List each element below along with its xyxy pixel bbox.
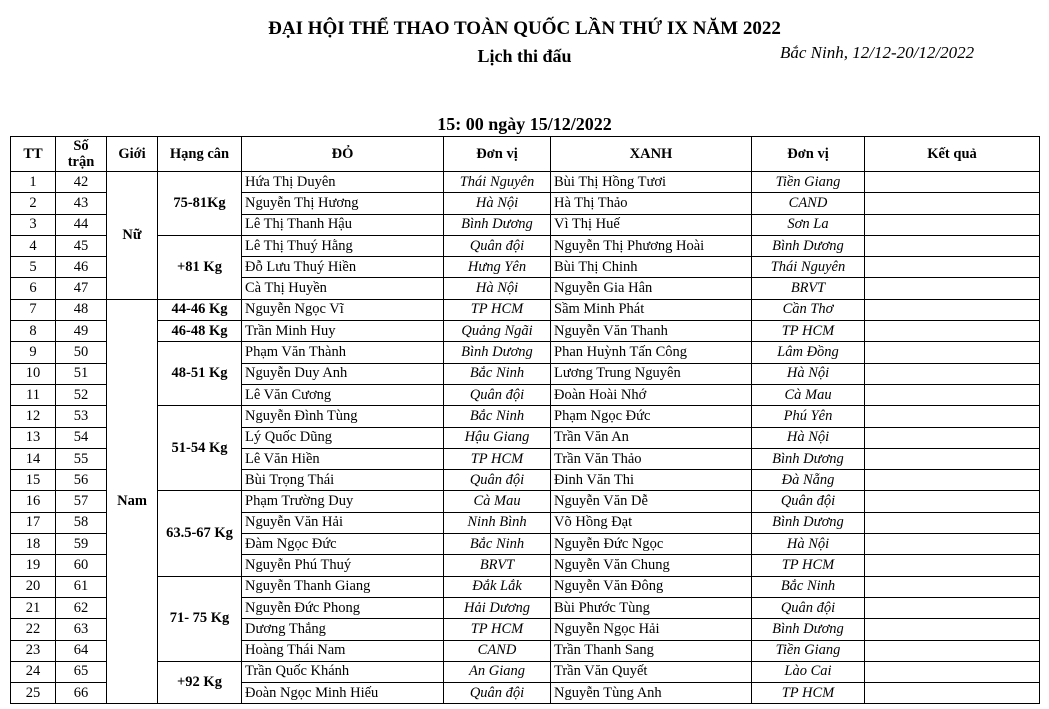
red-athlete: Lý Quốc Dũng — [242, 427, 444, 448]
blue-athlete: Đoàn Hoài Nhớ — [551, 384, 752, 405]
result-cell — [865, 278, 1040, 299]
blue-athlete: Nguyễn Thị Phương Hoài — [551, 235, 752, 256]
red-unit: Đắk Lắk — [444, 576, 551, 597]
result-cell — [865, 683, 1040, 704]
table-row — [11, 235, 1040, 256]
row-number: 13 — [11, 427, 56, 448]
table-row — [11, 661, 1040, 682]
blue-athlete: Phan Huỳnh Tấn Công — [551, 342, 752, 363]
weight-class-cell: +81 Kg — [158, 235, 242, 299]
result-cell — [865, 384, 1040, 405]
red-athlete: Nguyễn Thị Hương — [242, 193, 444, 214]
red-unit: Bắc Ninh — [444, 363, 551, 384]
blue-athlete: Trần Văn An — [551, 427, 752, 448]
blue-unit: Hà Nội — [752, 427, 865, 448]
row-number: 16 — [11, 491, 56, 512]
result-cell — [865, 661, 1040, 682]
result-cell — [865, 363, 1040, 384]
blue-unit: Bình Dương — [752, 235, 865, 256]
match-number: 43 — [56, 193, 107, 214]
row-number: 6 — [11, 278, 56, 299]
row-number: 20 — [11, 576, 56, 597]
blue-unit: Bình Dương — [752, 448, 865, 469]
blue-unit: Lâm Đồng — [752, 342, 865, 363]
blue-athlete: Trần Văn Quyết — [551, 661, 752, 682]
match-number: 58 — [56, 512, 107, 533]
blue-athlete: Nguyễn Văn Dễ — [551, 491, 752, 512]
red-athlete: Nguyễn Đức Phong — [242, 597, 444, 618]
row-number: 3 — [11, 214, 56, 235]
blue-athlete: Nguyễn Văn Đông — [551, 576, 752, 597]
blue-unit: Quân đội — [752, 597, 865, 618]
row-number: 22 — [11, 619, 56, 640]
row-number: 19 — [11, 555, 56, 576]
match-number: 57 — [56, 491, 107, 512]
red-unit: TP HCM — [444, 299, 551, 320]
red-unit: Quân đội — [444, 470, 551, 491]
table-row — [11, 299, 1040, 320]
blue-unit: Hà Nội — [752, 363, 865, 384]
red-athlete: Lê Thị Thanh Hậu — [242, 214, 444, 235]
col-header-weight: Hạng cân — [158, 137, 242, 172]
weight-class-cell: 48-51 Kg — [158, 342, 242, 406]
weight-class-cell: +92 Kg — [158, 661, 242, 704]
row-number: 4 — [11, 235, 56, 256]
blue-unit: Sơn La — [752, 214, 865, 235]
red-athlete: Nguyễn Thanh Giang — [242, 576, 444, 597]
match-number: 44 — [56, 214, 107, 235]
match-number: 46 — [56, 257, 107, 278]
blue-unit: Đà Nẵng — [752, 470, 865, 491]
row-number: 23 — [11, 640, 56, 661]
red-athlete: Hứa Thị Duyên — [242, 172, 444, 193]
schedule-body — [11, 172, 1040, 704]
match-number: 65 — [56, 661, 107, 682]
weight-class-cell: 63.5-67 Kg — [158, 491, 242, 576]
col-header-red-unit: Đơn vị — [444, 137, 551, 172]
match-number: 55 — [56, 448, 107, 469]
red-athlete: Đàm Ngọc Đức — [242, 534, 444, 555]
blue-athlete: Nguyễn Gia Hân — [551, 278, 752, 299]
match-number: 50 — [56, 342, 107, 363]
row-number: 11 — [11, 384, 56, 405]
weight-class-cell: 51-54 Kg — [158, 406, 242, 491]
red-unit: BRVT — [444, 555, 551, 576]
match-number: 62 — [56, 597, 107, 618]
blue-unit: Tiền Giang — [752, 172, 865, 193]
red-unit: Thái Nguyên — [444, 172, 551, 193]
col-header-blue: XANH — [551, 137, 752, 172]
blue-unit: Phú Yên — [752, 406, 865, 427]
blue-athlete: Võ Hồng Đạt — [551, 512, 752, 533]
match-number: 61 — [56, 576, 107, 597]
result-cell — [865, 427, 1040, 448]
red-athlete: Trần Minh Huy — [242, 321, 444, 342]
red-unit: An Giang — [444, 661, 551, 682]
blue-athlete: Bùi Thị Chinh — [551, 257, 752, 278]
red-unit: Ninh Bình — [444, 512, 551, 533]
red-athlete: Hoàng Thái Nam — [242, 640, 444, 661]
result-cell — [865, 321, 1040, 342]
result-cell — [865, 534, 1040, 555]
blue-athlete: Nguyễn Văn Thanh — [551, 321, 752, 342]
row-number: 8 — [11, 321, 56, 342]
red-unit: Quân đội — [444, 683, 551, 704]
blue-unit: Cần Thơ — [752, 299, 865, 320]
location-date: Bắc Ninh, 12/12-20/12/2022 — [780, 43, 975, 62]
red-athlete: Lê Văn Cương — [242, 384, 444, 405]
result-cell — [865, 640, 1040, 661]
red-unit: Hà Nội — [444, 193, 551, 214]
result-cell — [865, 470, 1040, 491]
blue-unit: BRVT — [752, 278, 865, 299]
result-cell — [865, 342, 1040, 363]
row-number: 14 — [11, 448, 56, 469]
blue-unit: Lào Cai — [752, 661, 865, 682]
blue-athlete: Trần Thanh Sang — [551, 640, 752, 661]
result-cell — [865, 555, 1040, 576]
weight-class-cell: 75-81Kg — [158, 172, 242, 236]
weight-class-cell: 44-46 Kg — [158, 299, 242, 320]
red-athlete: Trần Quốc Khánh — [242, 661, 444, 682]
red-unit: TP HCM — [444, 448, 551, 469]
result-cell — [865, 193, 1040, 214]
match-number: 66 — [56, 683, 107, 704]
red-unit: Hưng Yên — [444, 257, 551, 278]
result-cell — [865, 512, 1040, 533]
result-cell — [865, 491, 1040, 512]
row-number: 18 — [11, 534, 56, 555]
blue-athlete: Trần Văn Thảo — [551, 448, 752, 469]
col-header-blue-unit: Đơn vị — [752, 137, 865, 172]
blue-athlete: Vì Thị Huế — [551, 214, 752, 235]
result-cell — [865, 597, 1040, 618]
result-cell — [865, 448, 1040, 469]
blue-unit: Cà Mau — [752, 384, 865, 405]
row-number: 21 — [11, 597, 56, 618]
match-number: 48 — [56, 299, 107, 320]
red-athlete: Phạm Văn Thành — [242, 342, 444, 363]
match-number: 63 — [56, 619, 107, 640]
col-header-result: Kết quả — [865, 137, 1040, 172]
red-unit: CAND — [444, 640, 551, 661]
blue-athlete: Nguyễn Đức Ngọc — [551, 534, 752, 555]
red-unit: Bắc Ninh — [444, 534, 551, 555]
red-athlete: Nguyễn Duy Anh — [242, 363, 444, 384]
col-header-red: ĐỎ — [242, 137, 444, 172]
blue-unit: CAND — [752, 193, 865, 214]
red-athlete: Lê Văn Hiền — [242, 448, 444, 469]
blue-athlete: Bùi Thị Hồng Tươi — [551, 172, 752, 193]
blue-unit: Tiền Giang — [752, 640, 865, 661]
blue-athlete: Hà Thị Thảo — [551, 193, 752, 214]
red-unit: Hậu Giang — [444, 427, 551, 448]
col-header-match: Số trận — [56, 137, 107, 172]
blue-athlete: Nguyễn Tùng Anh — [551, 683, 752, 704]
red-unit: Hà Nội — [444, 278, 551, 299]
result-cell — [865, 235, 1040, 256]
match-number: 59 — [56, 534, 107, 555]
red-athlete: Nguyễn Đình Tùng — [242, 406, 444, 427]
match-number: 54 — [56, 427, 107, 448]
document-subtitle: Lịch thi đấu — [477, 46, 572, 66]
red-athlete: Đoàn Ngọc Minh Hiếu — [242, 683, 444, 704]
red-unit: Bình Dương — [444, 214, 551, 235]
blue-athlete: Sầm Minh Phát — [551, 299, 752, 320]
red-athlete: Bùi Trọng Thái — [242, 470, 444, 491]
row-number: 10 — [11, 363, 56, 384]
match-number: 56 — [56, 470, 107, 491]
blue-unit: Hà Nội — [752, 534, 865, 555]
red-unit: Quân đội — [444, 384, 551, 405]
blue-unit: Thái Nguyên — [752, 257, 865, 278]
match-number: 45 — [56, 235, 107, 256]
table-header-row — [11, 137, 1040, 172]
match-number: 64 — [56, 640, 107, 661]
red-unit: Quân đội — [444, 235, 551, 256]
red-unit: Hải Dương — [444, 597, 551, 618]
row-number: 9 — [11, 342, 56, 363]
red-athlete: Dương Thắng — [242, 619, 444, 640]
result-cell — [865, 406, 1040, 427]
blue-athlete: Phạm Ngọc Đức — [551, 406, 752, 427]
blue-unit: Bình Dương — [752, 512, 865, 533]
blue-athlete: Bùi Phước Tùng — [551, 597, 752, 618]
gender-cell: Nam — [107, 299, 158, 704]
result-cell — [865, 214, 1040, 235]
match-number: 52 — [56, 384, 107, 405]
gender-cell: Nữ — [107, 172, 158, 300]
blue-unit: Bắc Ninh — [752, 576, 865, 597]
result-cell — [865, 172, 1040, 193]
red-athlete: Cà Thị Huyền — [242, 278, 444, 299]
table-row — [11, 576, 1040, 597]
result-cell — [865, 619, 1040, 640]
table-row — [11, 321, 1040, 342]
blue-athlete: Nguyễn Văn Chung — [551, 555, 752, 576]
match-number: 42 — [56, 172, 107, 193]
row-number: 25 — [11, 683, 56, 704]
red-unit: Cà Mau — [444, 491, 551, 512]
red-athlete: Nguyễn Phú Thuý — [242, 555, 444, 576]
row-number: 7 — [11, 299, 56, 320]
red-unit: Bắc Ninh — [444, 406, 551, 427]
match-number: 49 — [56, 321, 107, 342]
blue-unit: TP HCM — [752, 683, 865, 704]
row-number: 5 — [11, 257, 56, 278]
col-header-tt: TT — [11, 137, 56, 172]
match-number: 53 — [56, 406, 107, 427]
red-athlete: Lê Thị Thuý Hằng — [242, 235, 444, 256]
session-time: 15: 00 ngày 15/12/2022 — [437, 114, 612, 134]
weight-class-cell: 46-48 Kg — [158, 321, 242, 342]
blue-unit: Quân đội — [752, 491, 865, 512]
blue-athlete: Nguyễn Ngọc Hải — [551, 619, 752, 640]
row-number: 2 — [11, 193, 56, 214]
blue-athlete: Lương Trung Nguyên — [551, 363, 752, 384]
match-number: 47 — [56, 278, 107, 299]
table-row — [11, 491, 1040, 512]
schedule-table — [10, 136, 1040, 704]
row-number: 1 — [11, 172, 56, 193]
match-number: 51 — [56, 363, 107, 384]
row-number: 17 — [11, 512, 56, 533]
red-athlete: Phạm Trường Duy — [242, 491, 444, 512]
result-cell — [865, 299, 1040, 320]
table-row — [11, 172, 1040, 193]
red-unit: Bình Dương — [444, 342, 551, 363]
blue-unit: TP HCM — [752, 321, 865, 342]
result-cell — [865, 257, 1040, 278]
red-unit: TP HCM — [444, 619, 551, 640]
result-cell — [865, 576, 1040, 597]
blue-unit: Bình Dương — [752, 619, 865, 640]
red-athlete: Đỗ Lưu Thuý Hiền — [242, 257, 444, 278]
red-athlete: Nguyễn Văn Hải — [242, 512, 444, 533]
document-title: ĐẠI HỘI THỂ THAO TOÀN QUỐC LẦN THỨ IX NĂM 2022 — [268, 18, 781, 39]
row-number: 24 — [11, 661, 56, 682]
blue-athlete: Đinh Văn Thi — [551, 470, 752, 491]
red-athlete: Nguyễn Ngọc Vĩ — [242, 299, 444, 320]
row-number: 12 — [11, 406, 56, 427]
table-row — [11, 406, 1040, 427]
table-row — [11, 342, 1040, 363]
match-number: 60 — [56, 555, 107, 576]
col-header-gender: Giới — [107, 137, 158, 172]
blue-unit: TP HCM — [752, 555, 865, 576]
row-number: 15 — [11, 470, 56, 491]
weight-class-cell: 71- 75 Kg — [158, 576, 242, 661]
red-unit: Quảng Ngãi — [444, 321, 551, 342]
